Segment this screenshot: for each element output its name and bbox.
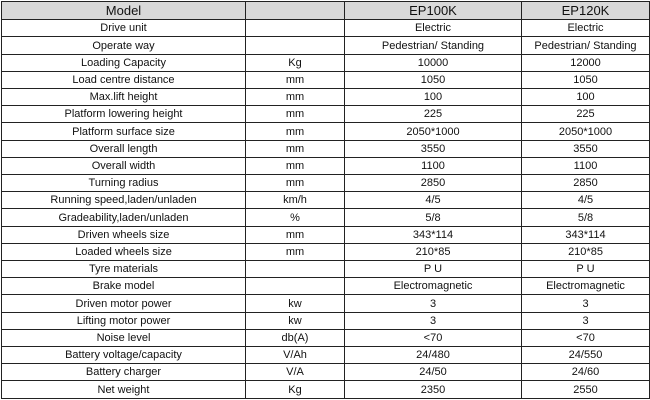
spec-unit: db(A) <box>246 329 345 346</box>
spec-label: Driven motor power <box>2 295 246 312</box>
spec-unit: mm <box>246 106 345 123</box>
spec-row <box>2 226 650 243</box>
spec-row <box>2 364 650 381</box>
spec-value-ep100k: 225 <box>345 106 522 123</box>
spec-label: Tyre materials <box>2 261 246 278</box>
spec-value-ep100k: 2850 <box>345 175 522 192</box>
spec-value-ep100k: 3550 <box>345 140 522 157</box>
spec-value-ep100k: 3 <box>345 295 522 312</box>
spec-label: Drive unit <box>2 20 246 37</box>
spec-label: Lifting motor power <box>2 312 246 329</box>
spec-value-ep120k: 343*114 <box>522 226 650 243</box>
spec-row <box>2 123 650 140</box>
spec-label: Battery charger <box>2 364 246 381</box>
spec-value-ep120k: 2850 <box>522 175 650 192</box>
spec-unit: mm <box>246 243 345 260</box>
spec-value-ep100k: 24/50 <box>345 364 522 381</box>
spec-label: Battery voltage/capacity <box>2 347 246 364</box>
spec-unit <box>246 261 345 278</box>
spec-label: Brake model <box>2 278 246 295</box>
spec-row <box>2 106 650 123</box>
spec-row <box>2 20 650 37</box>
spec-value-ep100k: P U <box>345 261 522 278</box>
spec-value-ep100k: 1100 <box>345 157 522 174</box>
spec-row <box>2 278 650 295</box>
spec-label: Platform lowering height <box>2 106 246 123</box>
spec-row <box>2 209 650 226</box>
spec-row <box>2 140 650 157</box>
spec-value-ep100k: 343*114 <box>345 226 522 243</box>
spec-label: Operate way <box>2 37 246 54</box>
header-row <box>2 2 650 20</box>
spec-label: Running speed,laden/unladen <box>2 192 246 209</box>
spec-label: Loading Capacity <box>2 54 246 71</box>
spec-value-ep120k: 2050*1000 <box>522 123 650 140</box>
spec-value-ep120k: 24/60 <box>522 364 650 381</box>
spec-row <box>2 175 650 192</box>
spec-row <box>2 37 650 54</box>
spec-value-ep120k: 225 <box>522 106 650 123</box>
spec-unit: V/Ah <box>246 347 345 364</box>
spec-unit <box>246 20 345 37</box>
spec-table <box>1 1 650 399</box>
spec-value-ep120k: P U <box>522 261 650 278</box>
spec-unit: Kg <box>246 381 345 399</box>
spec-value-ep120k: 4/5 <box>522 192 650 209</box>
spec-value-ep120k: Electric <box>522 20 650 37</box>
spec-label: Gradeability,laden/unladen <box>2 209 246 226</box>
spec-row <box>2 192 650 209</box>
spec-unit: mm <box>246 71 345 88</box>
header-model-ep100k: EP100K <box>345 2 522 20</box>
spec-label: Driven wheels size <box>2 226 246 243</box>
spec-value-ep100k: 3 <box>345 312 522 329</box>
header-unit-cell <box>246 2 345 20</box>
spec-value-ep120k: 210*85 <box>522 243 650 260</box>
spec-label: Overall width <box>2 157 246 174</box>
spec-value-ep120k: 100 <box>522 89 650 106</box>
header-model-ep120k: EP120K <box>522 2 650 20</box>
spec-unit: mm <box>246 226 345 243</box>
spec-value-ep100k: 100 <box>345 89 522 106</box>
spec-unit: kw <box>246 312 345 329</box>
spec-value-ep100k: 5/8 <box>345 209 522 226</box>
spec-label: Platform surface size <box>2 123 246 140</box>
spec-row <box>2 312 650 329</box>
spec-row <box>2 381 650 399</box>
spec-value-ep100k: 2050*1000 <box>345 123 522 140</box>
spec-row <box>2 157 650 174</box>
spec-unit <box>246 37 345 54</box>
spec-row <box>2 295 650 312</box>
spec-value-ep120k: 5/8 <box>522 209 650 226</box>
spec-row <box>2 243 650 260</box>
spec-unit: kw <box>246 295 345 312</box>
spec-label: Turning radius <box>2 175 246 192</box>
spec-unit: V/A <box>246 364 345 381</box>
spec-label: Max.lift height <box>2 89 246 106</box>
spec-unit: Kg <box>246 54 345 71</box>
spec-value-ep100k: 1050 <box>345 71 522 88</box>
spec-unit: % <box>246 209 345 226</box>
spec-unit: mm <box>246 140 345 157</box>
spec-unit <box>246 278 345 295</box>
spec-row <box>2 261 650 278</box>
spec-unit: mm <box>246 89 345 106</box>
spec-value-ep120k: 24/550 <box>522 347 650 364</box>
spec-row <box>2 347 650 364</box>
spec-row <box>2 329 650 346</box>
spec-value-ep100k: <70 <box>345 329 522 346</box>
spec-value-ep100k: Electric <box>345 20 522 37</box>
spec-label: Noise level <box>2 329 246 346</box>
spec-value-ep120k: <70 <box>522 329 650 346</box>
spec-label: Load centre distance <box>2 71 246 88</box>
spec-value-ep100k: 4/5 <box>345 192 522 209</box>
spec-unit: mm <box>246 123 345 140</box>
header-model-label: Model <box>2 2 246 20</box>
spec-value-ep120k: 3 <box>522 295 650 312</box>
spec-unit: mm <box>246 157 345 174</box>
spec-value-ep100k: Pedestrian/ Standing <box>345 37 522 54</box>
spec-value-ep100k: Electromagnetic <box>345 278 522 295</box>
spec-unit: mm <box>246 175 345 192</box>
spec-label: Overall length <box>2 140 246 157</box>
spec-value-ep100k: 10000 <box>345 54 522 71</box>
spec-value-ep120k: Electromagnetic <box>522 278 650 295</box>
spec-label: Loaded wheels size <box>2 243 246 260</box>
spec-value-ep120k: 3550 <box>522 140 650 157</box>
spec-value-ep120k: 2550 <box>522 381 650 399</box>
spec-label: Net weight <box>2 381 246 399</box>
spec-value-ep100k: 24/480 <box>345 347 522 364</box>
spec-value-ep120k: 1050 <box>522 71 650 88</box>
spec-value-ep120k: 1100 <box>522 157 650 174</box>
spec-value-ep100k: 210*85 <box>345 243 522 260</box>
spec-value-ep120k: 3 <box>522 312 650 329</box>
spec-row <box>2 89 650 106</box>
spec-unit: km/h <box>246 192 345 209</box>
spec-row <box>2 54 650 71</box>
spec-value-ep120k: Pedestrian/ Standing <box>522 37 650 54</box>
spec-value-ep100k: 2350 <box>345 381 522 399</box>
spec-row <box>2 71 650 88</box>
spec-value-ep120k: 12000 <box>522 54 650 71</box>
